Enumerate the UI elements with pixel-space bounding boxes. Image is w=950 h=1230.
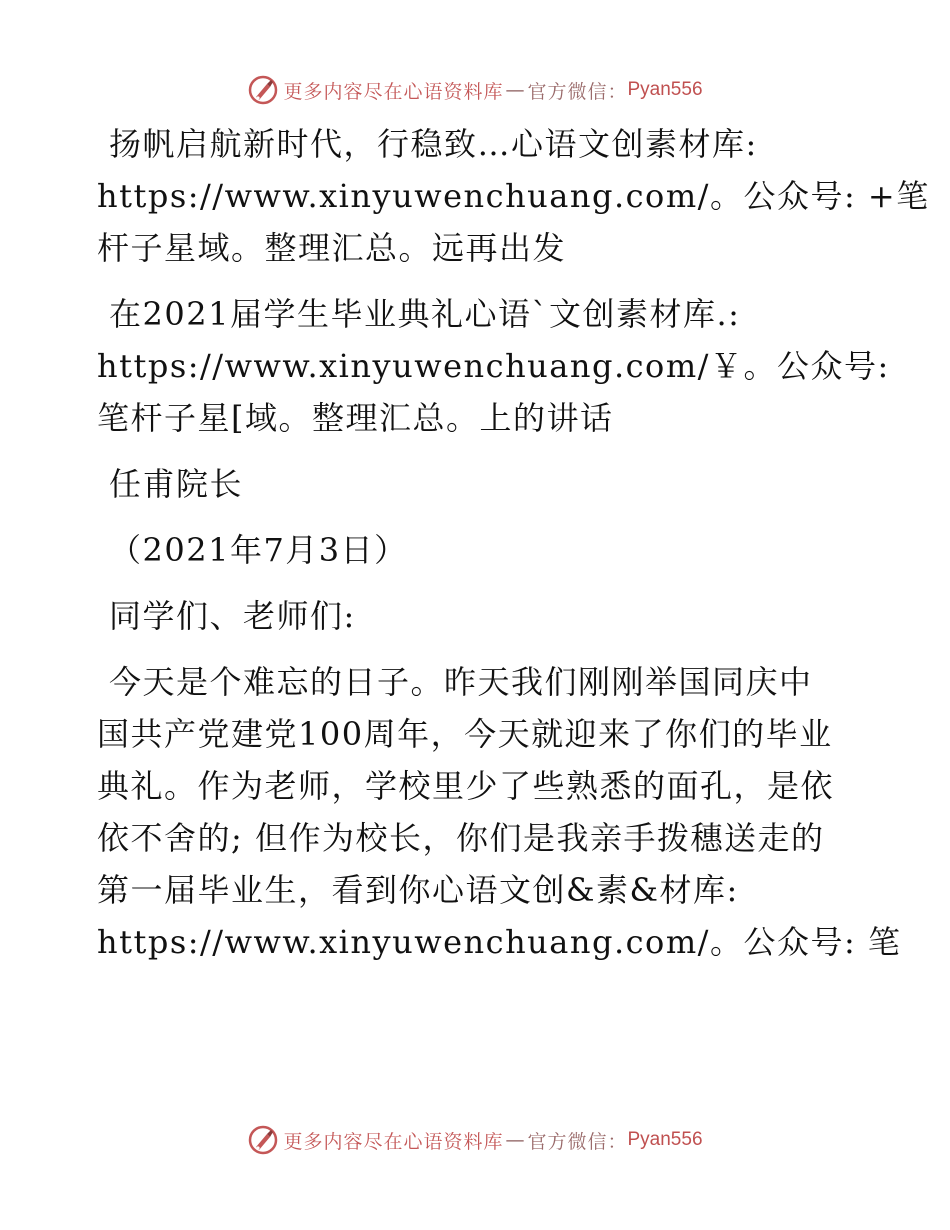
text-line: 依不舍的; 但作为校长，你们是我亲手拨穗送走的 — [97, 819, 825, 857]
pen-logo-icon — [247, 1124, 279, 1156]
footer-banner[interactable] — [0, 1120, 950, 1160]
text-line: 扬帆启航新时代，行稳致…心语文创素材库: — [109, 125, 758, 163]
banner-site-text: 更多内容尽在心语资料库 — [283, 1130, 504, 1153]
text-line: 典礼。作为老师，学校里少了些熟悉的面孔，是依 — [97, 767, 835, 805]
paragraph-author — [97, 458, 857, 510]
banner-site-text: 更多内容尽在心语资料库 — [283, 80, 504, 103]
paragraph-title — [97, 118, 930, 274]
text-line: 在2021届学生毕业典礼心语`文创素材库.: — [109, 295, 741, 333]
banner-wechat-label: 官方微信： — [527, 80, 628, 103]
paragraph-salutation — [97, 590, 857, 642]
paragraph-subtitle — [97, 288, 890, 444]
text-line: https://www.xinyuwenchuang.com/￥。公众号: — [97, 347, 890, 385]
text-line: 今天是个难忘的日子。昨天我们刚刚举国同庆中 — [109, 663, 813, 701]
text-line: 同学们、老师们: — [109, 597, 356, 635]
text-line: 杆子星域。整理汇总。远再出发 — [97, 229, 567, 267]
banner-wechat-label: 官方微信： — [527, 1130, 628, 1153]
text-line: 任甫院长 — [109, 465, 244, 503]
header-banner[interactable] — [0, 70, 950, 110]
text-line: （2021年7月3日） — [109, 531, 408, 569]
paragraph-body — [97, 656, 902, 968]
text-line: 第一届毕业生，看到你心语文创&素&材库: — [97, 871, 739, 909]
banner-dash: — — [505, 79, 526, 101]
banner-dash: — — [505, 1129, 526, 1151]
text-line: https://www.xinyuwenchuang.com/。公众号: +笔 — [97, 177, 930, 215]
document-body — [97, 118, 930, 982]
pen-logo-icon — [247, 74, 279, 106]
text-line: 国共产党建党100周年，今天就迎来了你们的毕业 — [97, 715, 833, 753]
paragraph-date — [97, 524, 857, 576]
text-line: 笔杆子星[域。整理汇总。上的讲话 — [97, 399, 614, 437]
banner-wechat-id: Pyan556 — [627, 1129, 703, 1150]
text-line: https://www.xinyuwenchuang.com/。公众号: 笔 — [97, 923, 902, 961]
banner-wechat-id: Pyan556 — [627, 79, 703, 100]
